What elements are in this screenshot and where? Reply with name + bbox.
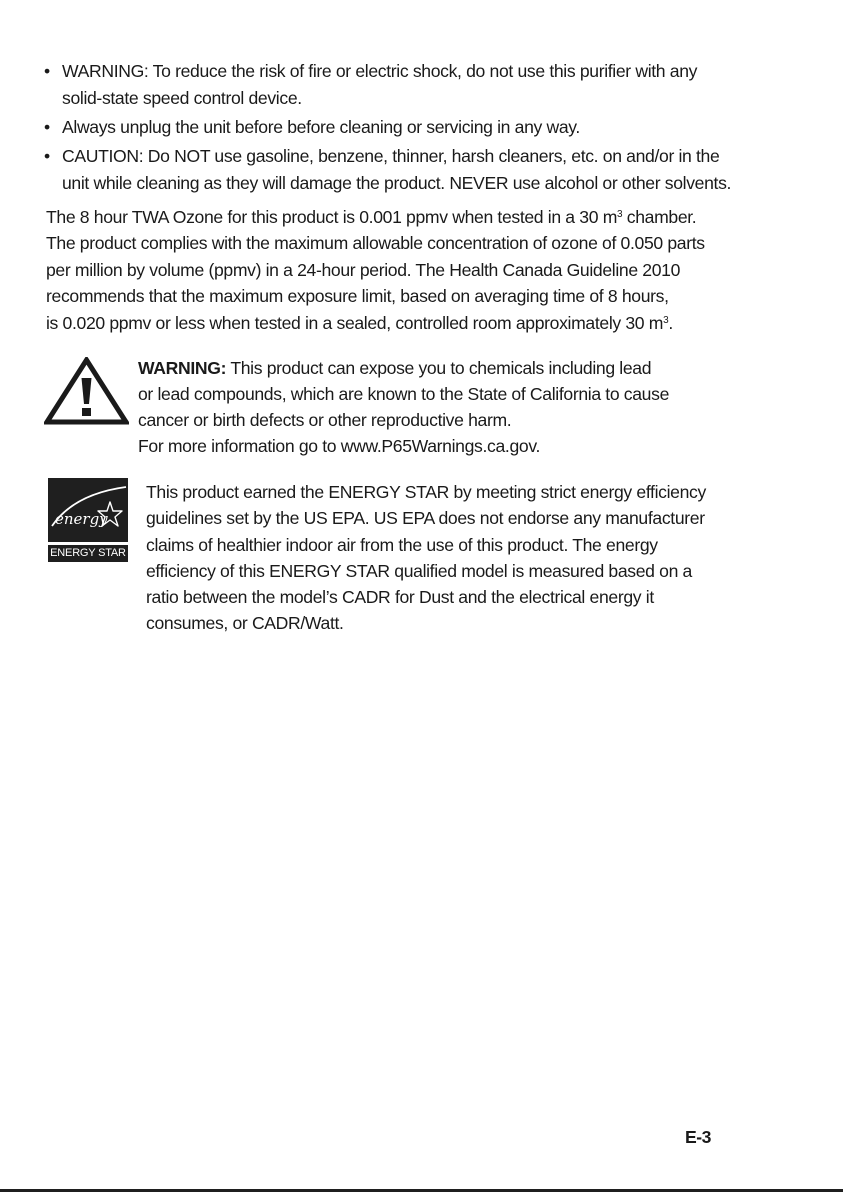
energy-star-statement <box>146 479 766 637</box>
ozone-line: per million by volume (ppmv) in a 24-hour period. The Health Canada Guideline 2010 <box>46 259 681 280</box>
bullet-text: CAUTION: Do NOT use gasoline, benzene, thinner, harsh cleaners, etc. on and/or in the <box>62 146 720 166</box>
bullet-marker: • <box>44 61 50 81</box>
prop65-label: WARNING: <box>138 358 227 378</box>
superscript: 3 <box>663 314 669 326</box>
ozone-line: The product complies with the maximum allowable concentration of ozone of 0.050 parts <box>46 233 705 254</box>
energy-star-logo <box>48 478 128 562</box>
bullet-text: solid-state speed control device. <box>62 88 302 108</box>
energy-star-line: efficiency of this ENERGY STAR qualified model is measured based on a <box>146 560 692 581</box>
energy-star-label: ENERGY STAR <box>48 545 128 562</box>
energy-star-mark <box>48 478 128 542</box>
bullet-warning <box>40 58 820 112</box>
energy-star-icon <box>48 478 128 542</box>
prop65-text: This product can expose you to chemicals including lead <box>226 358 652 378</box>
prop65-line: For more information go to www.P65Warnings.ca.gov. <box>138 436 540 456</box>
warning-triangle-icon <box>44 357 129 425</box>
energy-script: energy <box>55 510 108 528</box>
page-number: E-3 <box>685 1127 711 1147</box>
bullet-caution <box>40 143 820 197</box>
energy-star-line: ratio between the model’s CADR for Dust and the electrical energy it <box>146 587 654 608</box>
ozone-text: is 0.020 ppmv or less when tested in a sealed, controlled room approximately 30 m <box>46 312 664 333</box>
superscript: 3 <box>617 209 623 220</box>
energy-star-line: This product earned the ENERGY STAR by meeting strict energy efficiency <box>146 482 706 502</box>
ozone-text: The 8 hour TWA Ozone for this product is 0.001 ppmv when tested in a 30 m <box>46 207 617 227</box>
bullet-unplug <box>40 114 820 141</box>
bullet-marker: • <box>44 146 50 166</box>
prop65-warning <box>138 355 778 459</box>
bullet-text: Always unplug the unit before before cleaning or servicing in any way. <box>62 117 580 137</box>
bullet-text: WARNING: To reduce the risk of fire or electric shock, do not use this purifier with any <box>62 61 698 81</box>
bullet-text: unit while cleaning as they will damage the product. NEVER use alcohol or other solvents. <box>62 173 732 193</box>
energy-star-line: claims of healthier indoor air from the use of this product. The energy <box>146 534 658 555</box>
ozone-line: recommends that the maximum exposure limit, based on averaging time of 8 hours, <box>46 286 669 307</box>
prop65-line <box>138 355 778 381</box>
prop65-line: or lead compounds, which are known to the State of California to cause <box>138 384 670 404</box>
bullet-marker: • <box>44 117 50 137</box>
ozone-line <box>46 310 826 336</box>
ozone-text: . <box>668 312 673 333</box>
energy-star-line: guidelines set by the US EPA. US EPA does not endorse any manufacturer <box>146 508 705 529</box>
ozone-statement <box>46 204 826 336</box>
energy-star-line: consumes, or CADR/Watt. <box>146 613 344 634</box>
prop65-line: cancer or birth defects or other reproductive harm. <box>138 410 512 430</box>
safety-bullet-list <box>40 58 820 199</box>
ozone-text: chamber. <box>622 207 697 227</box>
ozone-line <box>46 204 826 230</box>
